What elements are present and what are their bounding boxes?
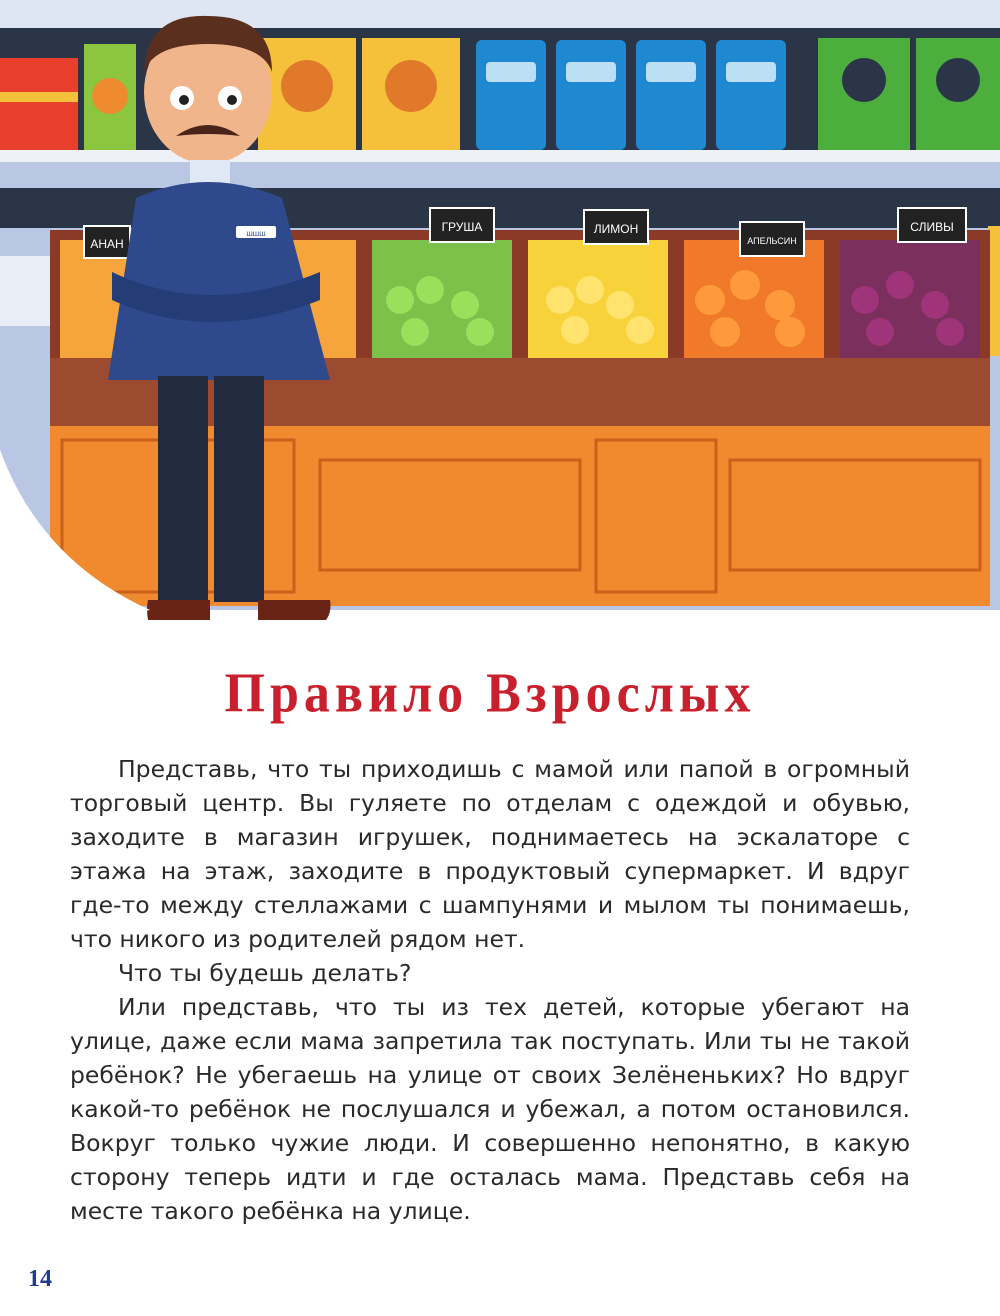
- price-tag-text: ГРУША: [441, 220, 483, 234]
- page-number: 14: [28, 1266, 52, 1292]
- body-text: [70, 752, 910, 1228]
- paragraph: Представь, что ты приходишь с мамой или папой в огромный торговый центр. Вы гуляете по отделам с одеждой и обувью, заходите в магазин игрушек, поднимаетесь на эскалаторе с этажа на этаж, заходите в продуктовый супермаркет. И вдруг где-то между стеллажами с шампунями и мылом ты понимаешь, что никого из родителей рядом нет.: [70, 755, 910, 953]
- price-tag-text: СЛИВЫ: [910, 220, 954, 234]
- price-tag-text: АНАН: [90, 237, 124, 251]
- paragraph: Что ты будешь делать?: [118, 959, 412, 987]
- price-tag-text: ЛИМОН: [593, 222, 639, 236]
- page-title: Правило Взрослых: [224, 662, 756, 725]
- price-tag-text: АПЕЛЬСИН: [747, 236, 797, 246]
- worker-badge-text: шшш: [246, 229, 266, 238]
- paragraph: Или представь, что ты из тех детей, которые убегают на улице, даже если мама запретила так поступать. Или ты не такой ребёнок? Не убегаешь на улице от своих Зелёненьких? Но вдруг какой-то ребёнок не послушался и убежал, а потом остановился. Вокруг только чужие люди. И совершенно непонятно, в какую сторону теперь идти и где осталась мама. Представь себя на месте такого ребёнка на улице.: [70, 993, 910, 1225]
- supermarket-illustration: [0, 0, 1000, 640]
